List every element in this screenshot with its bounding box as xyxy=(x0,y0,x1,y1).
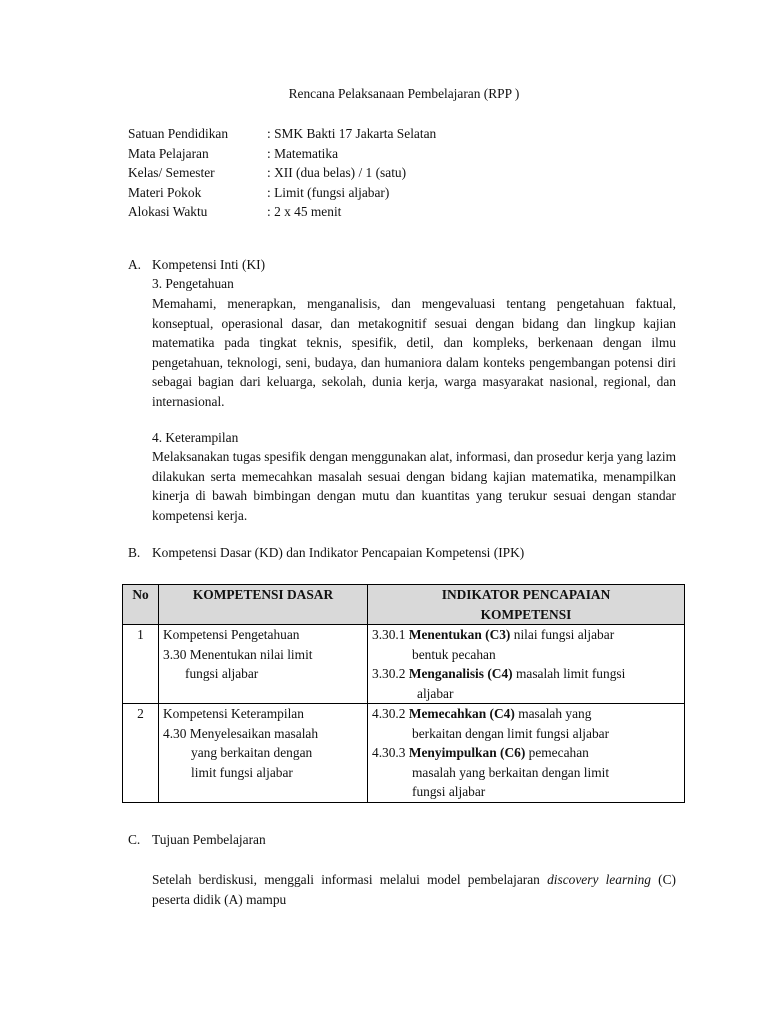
ipk-continuation: berkaitan dengan limit fungsi aljabar xyxy=(412,725,610,741)
ipk-continuation: fungsi aljabar xyxy=(412,784,486,799)
kd-line: Kompetensi Pengetahuan xyxy=(163,627,300,642)
page-title: Rencana Pelaksanaan Pembelajaran (RPP ) xyxy=(288,86,520,101)
info-row xyxy=(128,202,436,222)
info-key: Materi Pokok xyxy=(128,184,202,200)
ipk-continuation: masalah yang berkaitan dengan limit xyxy=(412,764,610,780)
ipk-code: 4.30.2 xyxy=(372,706,406,721)
info-key: Mata Pelajaran xyxy=(128,145,209,161)
section-b-heading xyxy=(128,543,524,563)
paragraph xyxy=(152,870,676,909)
cell-no: 1 xyxy=(123,625,159,704)
ipk-code: 3.30.2 xyxy=(372,666,406,681)
objective-text: (C) peserta didik (A) mampu xyxy=(152,872,677,907)
section-title: Kompetensi Inti (KI) xyxy=(152,257,266,272)
ki-keterampilan-heading: 4. Keterampilan xyxy=(152,430,239,445)
info-key: Satuan Pendidikan xyxy=(128,126,229,141)
section-title: Kompetensi Dasar (KD) dan Indikator Pencapaian Kompetensi (IPK) xyxy=(152,545,525,560)
kd-line: limit fungsi aljabar xyxy=(191,764,293,780)
section-c-heading xyxy=(128,830,266,850)
paragraph: Memahami, menerapkan, menganalisis, dan mengevaluasi tentang pengetahuan faktual, konseptual, operasional dasar, dan metakognitif sesuai dengan bidang dan lingkup kajian matematika pada tingkat teknis, spesifik, detil, dan kompleks, berkenaan dengan ilmu pengetahuan, teknologi, seni, budaya, dan humaniora dalam konteks pengembangan potensi diri sebagai bagian dari keluarga, sekolah, dunia kerja, warga masyarakat nasional, regional, dan internasional. xyxy=(152,296,676,409)
ipk-text: masalah limit fungsi xyxy=(512,666,626,681)
info-row xyxy=(128,124,436,144)
info-key: Kelas/ Semester xyxy=(128,165,215,180)
ipk-text: pemecahan xyxy=(525,745,589,760)
ipk-code: 4.30.3 xyxy=(372,745,406,760)
cell-ipk xyxy=(368,704,685,803)
kd-line: 4.30 Menyelesaikan masalah xyxy=(163,725,319,741)
ipk-item xyxy=(372,743,680,763)
table-row xyxy=(123,625,685,704)
competency-table xyxy=(122,584,685,803)
header-ipk-line: INDIKATOR PENCAPAIAN xyxy=(441,587,611,602)
header-no: No xyxy=(123,585,159,625)
info-value: : Limit (fungsi aljabar) xyxy=(267,184,390,200)
paragraph: Melaksanakan tugas spesifik dengan menggunakan alat, informasi, dan prosedur kerja yang lazim dilakukan serta memecahkan masalah sesuai dengan bidang kajian matematika, menampilkan kinerja di bawah bimbingan dengan mutu dan kuantitas yang terukur sesuai dengan standar kompetensi kerja. xyxy=(152,449,676,523)
header-kd: KOMPETENSI DASAR xyxy=(159,585,368,625)
ipk-code: 3.30.1 xyxy=(372,627,406,642)
ipk-verb: Menentukan (C3) xyxy=(408,627,511,642)
section-letter: B. xyxy=(128,545,141,560)
info-row xyxy=(128,144,436,164)
info-value: : XII (dua belas) / 1 (satu) xyxy=(267,165,407,180)
ki-pengetahuan-text xyxy=(152,294,676,411)
info-key: Alokasi Waktu xyxy=(128,204,208,219)
table-row xyxy=(123,704,685,803)
ipk-item xyxy=(372,664,680,684)
ki-keterampilan-text xyxy=(152,447,676,525)
table-header-row xyxy=(123,585,685,625)
kd-line: 3.30 Menentukan nilai limit xyxy=(163,646,313,662)
section-a-heading xyxy=(128,255,265,275)
section-title: Tujuan Pembelajaran xyxy=(152,832,266,847)
ipk-text: masalah yang xyxy=(514,706,592,721)
info-row xyxy=(128,163,436,183)
objective-text: Setelah berdiskusi, menggali informasi melalui model pembelajaran xyxy=(152,872,548,887)
cell-kd xyxy=(159,704,368,803)
kd-line: Kompetensi Keterampilan xyxy=(163,706,304,721)
ipk-continuation: bentuk pecahan xyxy=(412,646,496,662)
model-name: discovery learning xyxy=(547,872,651,887)
info-value: : SMK Bakti 17 Jakarta Selatan xyxy=(267,126,437,141)
info-row xyxy=(128,183,436,203)
kd-line: yang berkaitan dengan xyxy=(191,745,313,760)
ipk-item xyxy=(372,704,680,724)
header-ipk xyxy=(368,585,685,625)
kd-line: fungsi aljabar xyxy=(185,666,259,681)
ipk-item xyxy=(372,625,680,645)
section-letter: A. xyxy=(128,257,142,272)
cell-no: 2 xyxy=(123,704,159,803)
ipk-verb: Menyimpulkan (C6) xyxy=(408,745,526,760)
cell-kd xyxy=(159,625,368,704)
learning-objective-text xyxy=(152,870,676,909)
ipk-verb: Menganalisis (C4) xyxy=(408,666,513,681)
ipk-verb: Memecahkan (C4) xyxy=(408,706,515,721)
header-ipk-line: KOMPETENSI xyxy=(480,606,572,622)
ki-pengetahuan-heading: 3. Pengetahuan xyxy=(152,276,234,291)
info-value: : Matematika xyxy=(267,145,339,161)
section-letter: C. xyxy=(128,832,141,847)
cell-ipk xyxy=(368,625,685,704)
identity-block xyxy=(128,124,436,222)
info-value: : 2 x 45 menit xyxy=(267,204,342,219)
ipk-text: nilai fungsi aljabar xyxy=(510,627,615,642)
ipk-continuation: aljabar xyxy=(417,685,454,701)
